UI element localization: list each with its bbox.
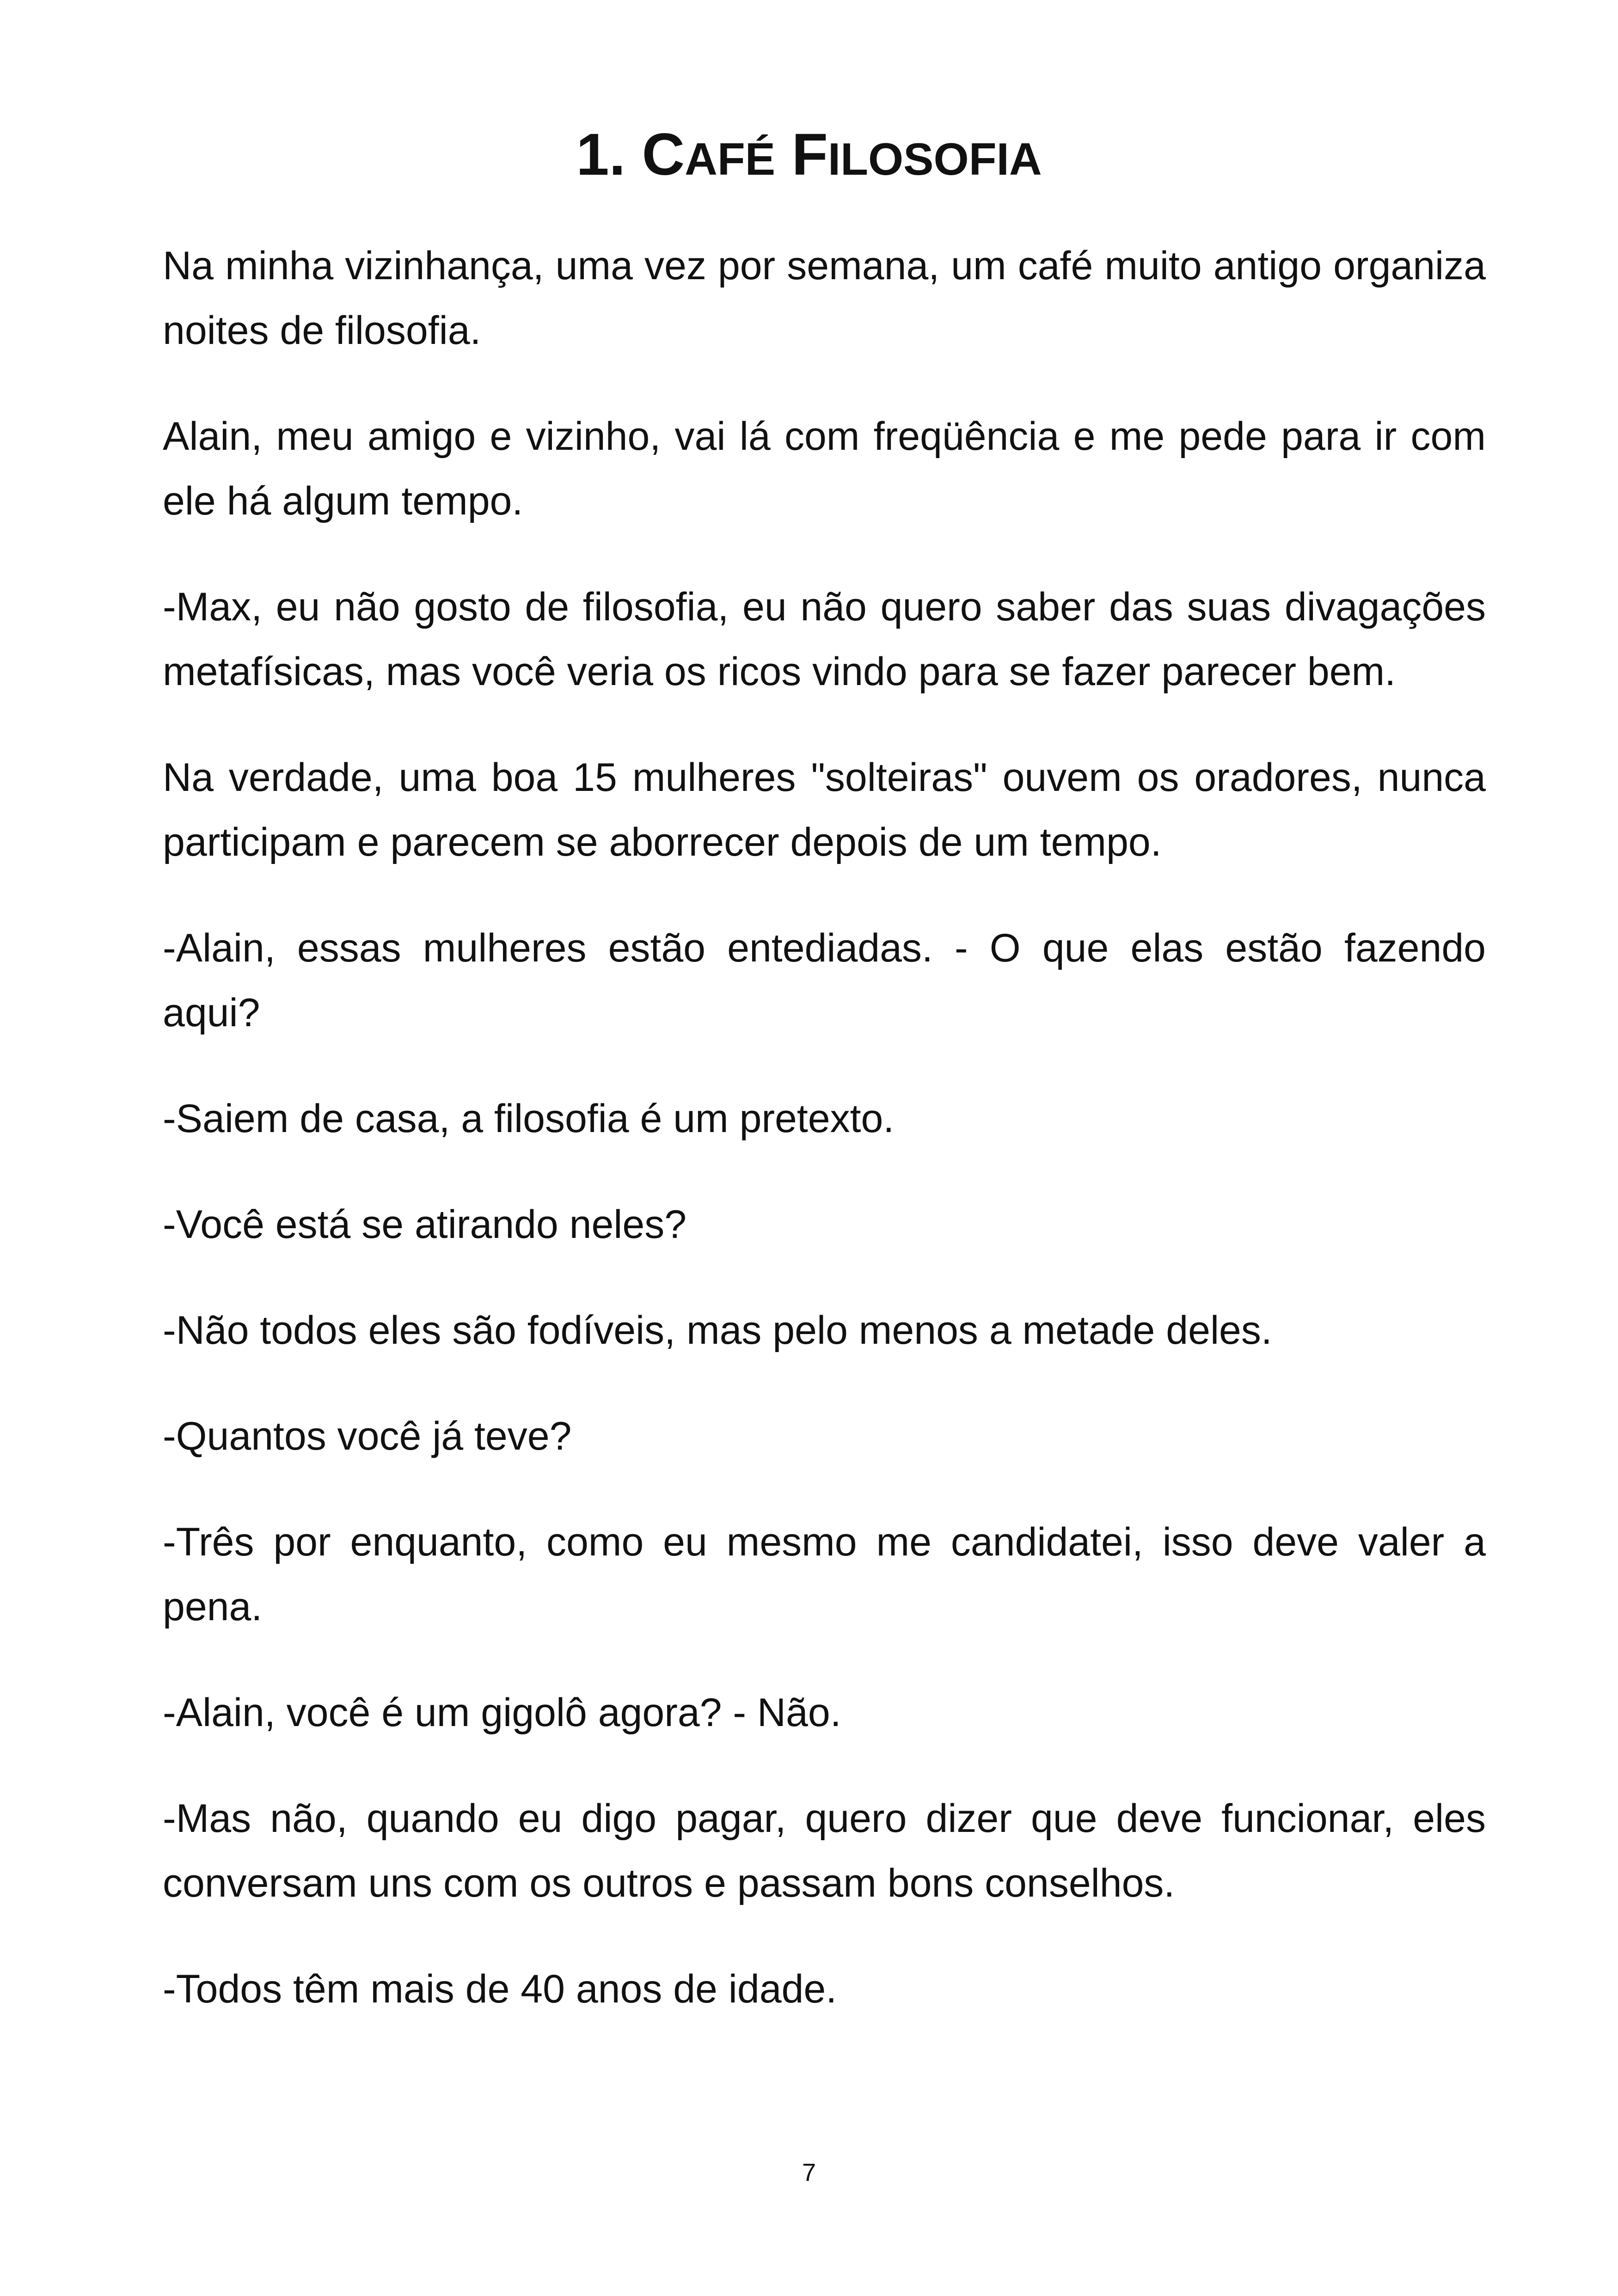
- chapter-title-initial-f: F: [791, 122, 828, 188]
- paragraph-12: -Mas não, quando eu digo pagar, quero dizer que deve funcionar, eles conversam uns com os outros e passam bons conselhos.: [163, 1796, 1486, 1905]
- paragraph-6: -Saiem de casa, a filosofia é um pretexto.: [163, 1096, 895, 1141]
- chapter-title-afe: AFÉ: [685, 134, 776, 184]
- chapter-body: [163, 233, 1486, 2063]
- chapter-number: 1.: [576, 122, 626, 188]
- chapter-title: [0, 113, 1618, 201]
- paragraph-2: Alain, meu amigo e vizinho, vai lá com freqüência e me pede para ir com ele há algum tempo.: [163, 414, 1486, 523]
- paragraph-3: -Max, eu não gosto de filosofia, eu não quero saber das suas divagações metafísicas, mas você veria os ricos vindo para se fazer parecer bem.: [163, 585, 1486, 694]
- page-number: 7: [802, 2159, 816, 2186]
- chapter-title-ilosofia: ILOSOFIA: [827, 134, 1042, 184]
- paragraph-1: Na minha vizinhança, uma vez por semana, um café muito antigo organiza noites de filosofia.: [163, 244, 1486, 353]
- paragraph-8: -Não todos eles são fodíveis, mas pelo menos a metade deles.: [163, 1308, 1272, 1353]
- paragraph-7: -Você está se atirando neles?: [163, 1202, 687, 1247]
- paragraph-4: Na verdade, uma boa 15 mulheres "solteiras" ouvem os oradores, nunca participam e parecem se aborrecer depois de um tempo.: [163, 755, 1486, 864]
- paragraph-5: -Alain, essas mulheres estão entediadas. - O que elas estão fazendo aqui?: [163, 926, 1486, 1035]
- paragraph-11: -Alain, você é um gigolô agora? - Não.: [163, 1690, 841, 1735]
- chapter-title-initial-c: C: [642, 122, 685, 188]
- paragraph-10: -Três por enquanto, como eu mesmo me candidatei, isso deve valer a pena.: [163, 1520, 1486, 1629]
- paragraph-13: -Todos têm mais de 40 anos de idade.: [163, 1967, 837, 2011]
- paragraph-9: -Quantos você já teve?: [163, 1414, 572, 1458]
